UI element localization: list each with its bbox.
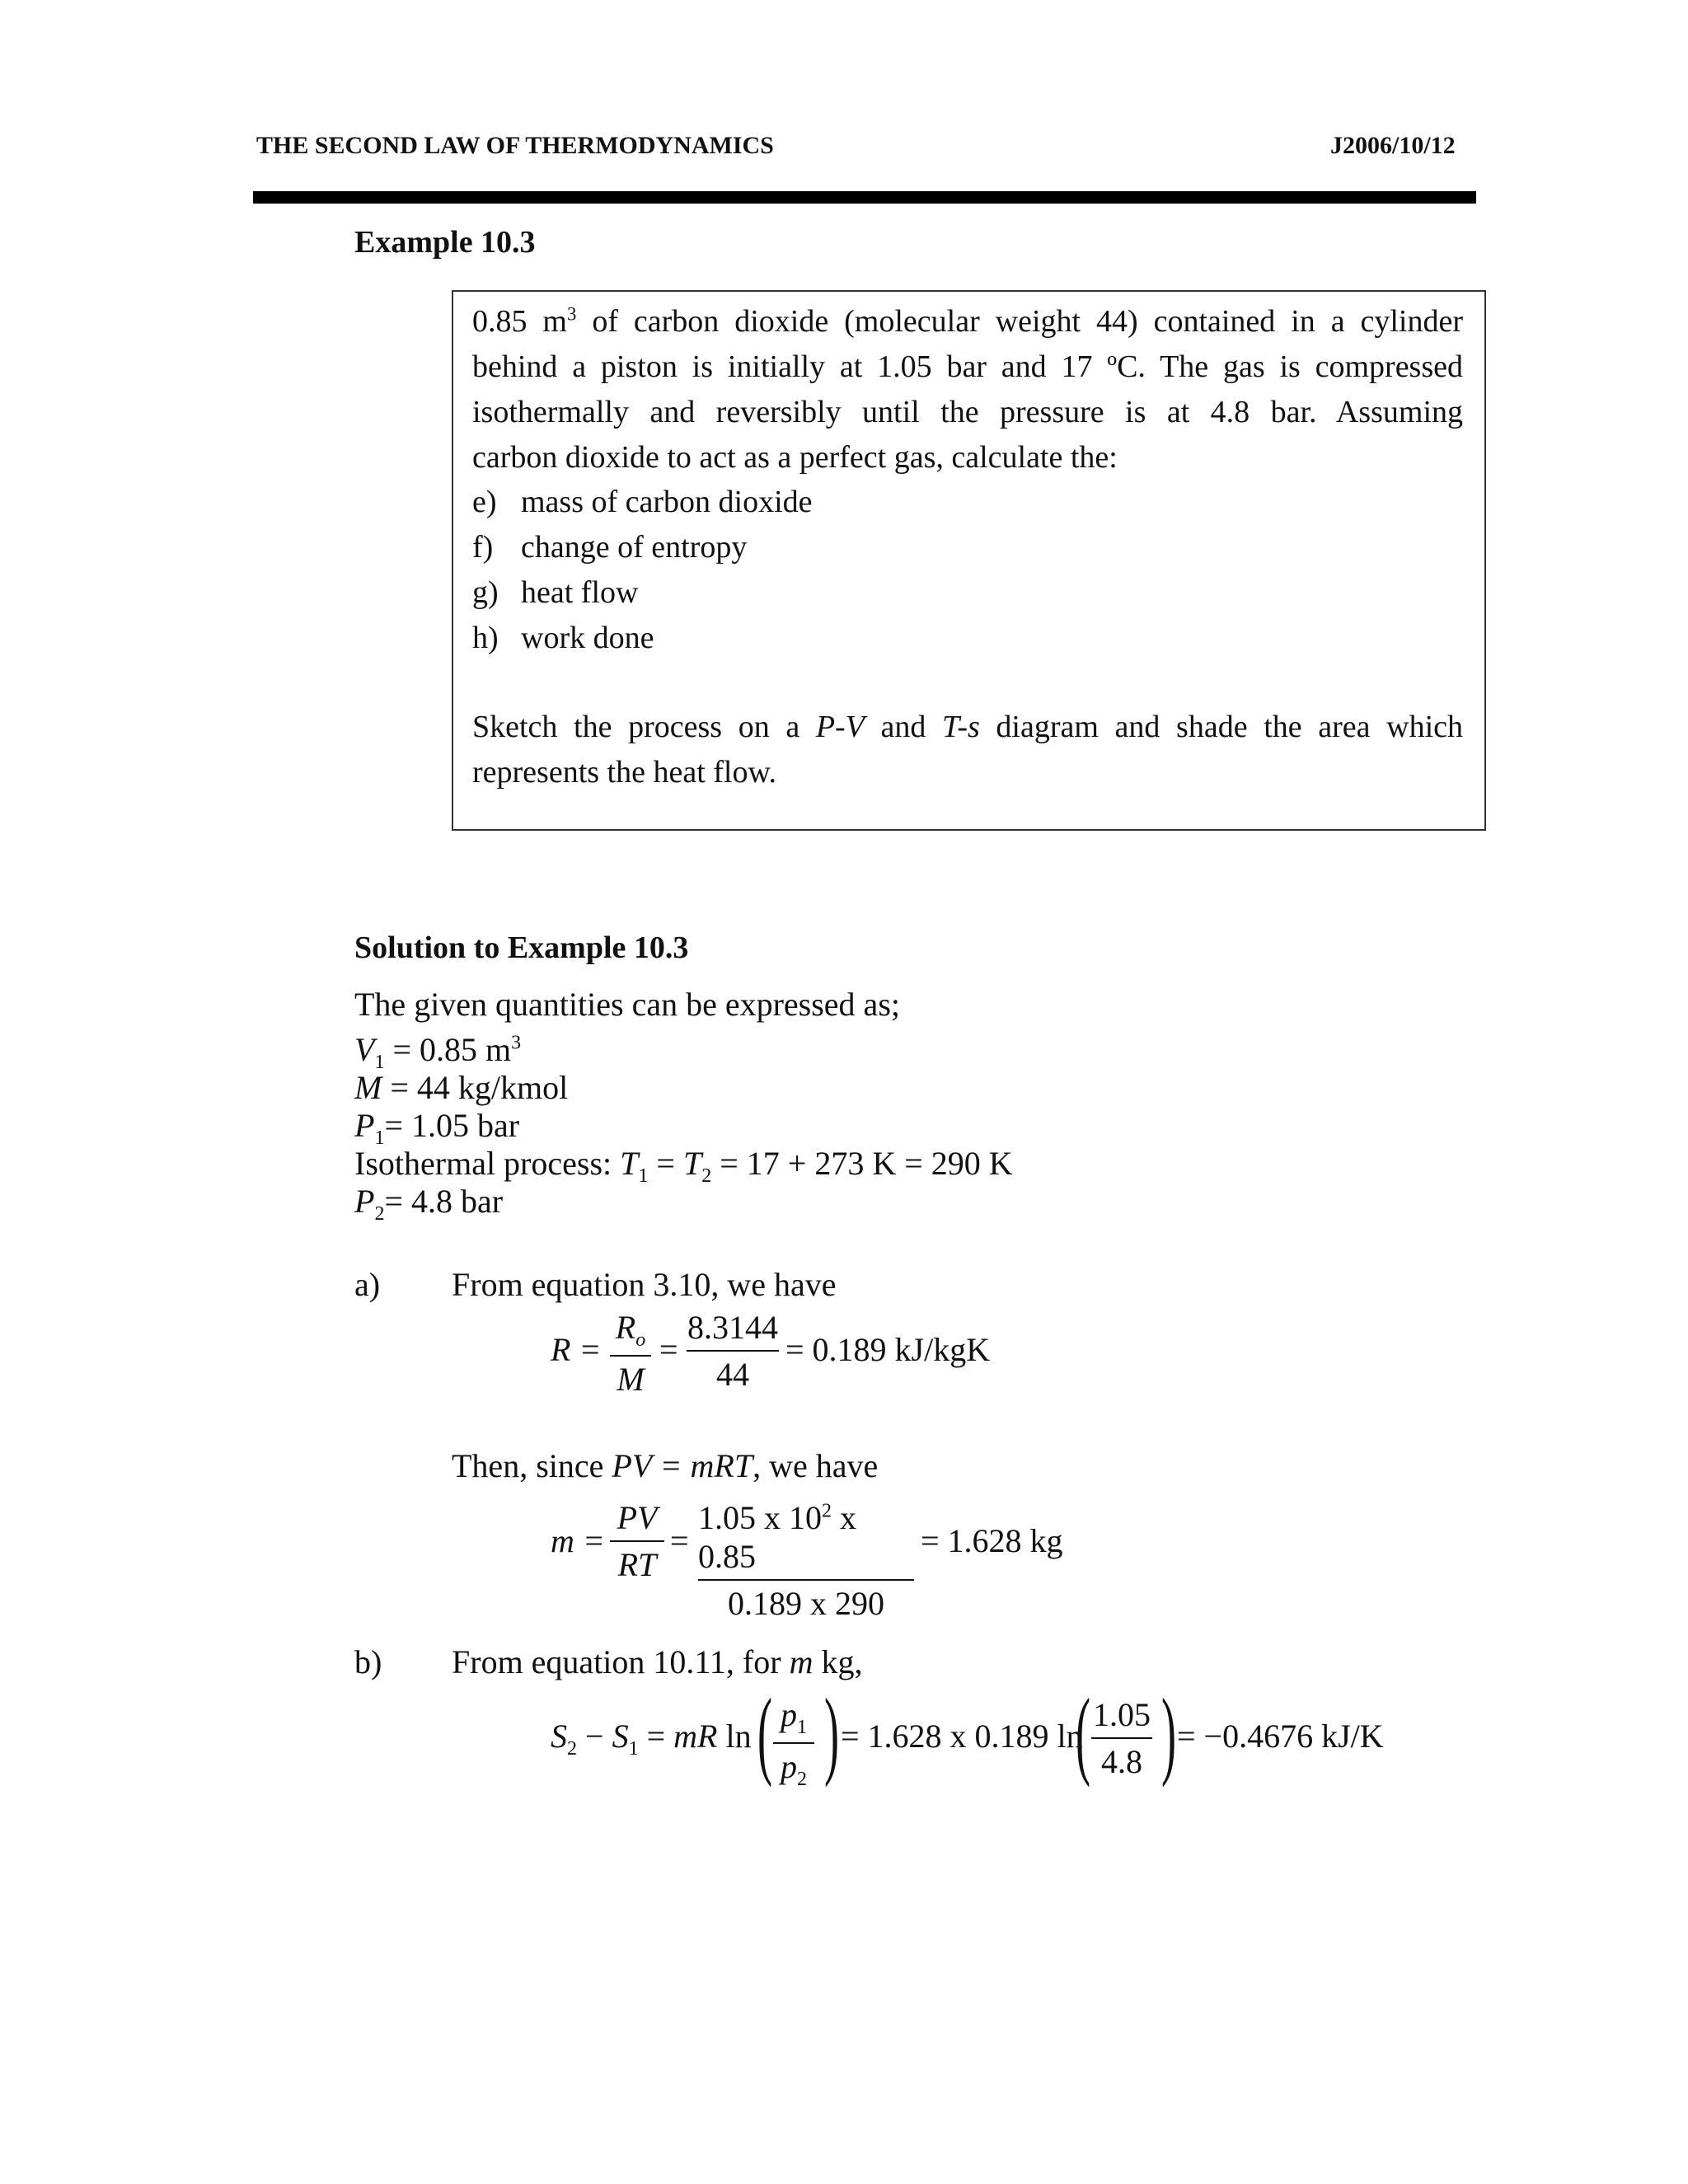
equals-sign: =: [659, 1331, 678, 1368]
part-a-label: a): [354, 1266, 381, 1303]
r-fraction-symbolic: $R_o$ M: [610, 1308, 651, 1399]
problem-line-4: carbon dioxide to act as a perfect gas, calculate the:: [472, 440, 1118, 475]
then-line: Then, since PV = mRT, we have: [452, 1447, 879, 1484]
equals-sign: =: [670, 1522, 689, 1559]
list-item: f): [472, 530, 494, 565]
example-heading: Example 10.3: [354, 225, 536, 260]
given-p2: $P_2= 4.8$ bar: [354, 1183, 504, 1225]
list-item: h): [472, 621, 499, 655]
given-v1: $V_1 = 0.85$ $m^3$: [354, 1031, 522, 1073]
pressure-ratio-fraction: $p_1$ $p_2$: [773, 1695, 814, 1791]
solution-heading: Solution to Example 10.3: [354, 930, 689, 965]
m-fraction-numeric: 1.05 x $10^2$ x 0.85 0.189 x 290: [698, 1498, 914, 1623]
part-a-text: From equation 3.10, we have: [452, 1266, 837, 1303]
given-isothermal: Isothermal process: $T_1 = T_2 = 17 + 273$ K = 290 K: [354, 1145, 1013, 1187]
given-p1: $P_1= 1.05$ bar: [354, 1107, 520, 1149]
r-result: = 0.189 kJ/kgK: [785, 1331, 991, 1368]
sketch-line-2: represents the heat flow.: [472, 755, 776, 790]
right-paren: ): [823, 1678, 839, 1788]
left-paren: (: [1075, 1678, 1090, 1788]
value-ratio-fraction: 1.05 4.8: [1093, 1696, 1151, 1780]
problem-line-1: 0.85 $m^3$ of carbon dioxide (molecular weight 44) contained in a cylinder: [472, 303, 1464, 339]
part-b-label: b): [354, 1643, 382, 1680]
m-lhs: m =: [551, 1522, 605, 1559]
r-lhs: R =: [551, 1331, 602, 1368]
entropy-lhs: $S_2 - S_1$ = mR ln: [551, 1718, 752, 1760]
list-item-text: heat flow: [521, 575, 639, 610]
list-item: e): [472, 485, 497, 519]
sketch-line-1: Sketch the process on a P-V and T-s diagram and shade the area which: [472, 710, 1463, 744]
running-header-code: J2006/10/12: [1330, 132, 1456, 159]
header-rule: [253, 191, 1476, 204]
running-header-title: THE SECOND LAW OF THERMODYNAMICS: [256, 132, 774, 159]
problem-line-3: isothermally and reversibly until the pressure is at 4.8 bar. Assuming: [472, 395, 1463, 429]
given-m: M = 44 kg/kmol: [354, 1069, 569, 1106]
m-fraction-symbolic: PV RT: [610, 1498, 664, 1584]
list-item-text: change of entropy: [521, 530, 748, 565]
list-item-text: work done: [521, 621, 654, 655]
r-fraction-numeric: 8.3144 44: [687, 1309, 778, 1393]
left-paren: (: [757, 1678, 772, 1788]
solution-intro: The given quantities can be expressed as;: [354, 986, 900, 1023]
problem-line-2: behind a piston is initially at 1.05 bar and 17 ºC. The gas is compressed: [472, 349, 1463, 384]
entropy-result: = −0.4676 kJ/K: [1177, 1718, 1384, 1755]
m-result: = 1.628 kg: [921, 1522, 1063, 1559]
part-b-text: From equation 10.11, for m kg,: [452, 1643, 863, 1680]
list-item: g): [472, 575, 499, 610]
right-paren: ): [1160, 1678, 1176, 1788]
list-item-text: mass of carbon dioxide: [521, 485, 813, 519]
entropy-mid: = 1.628 x 0.189 ln: [841, 1718, 1083, 1755]
